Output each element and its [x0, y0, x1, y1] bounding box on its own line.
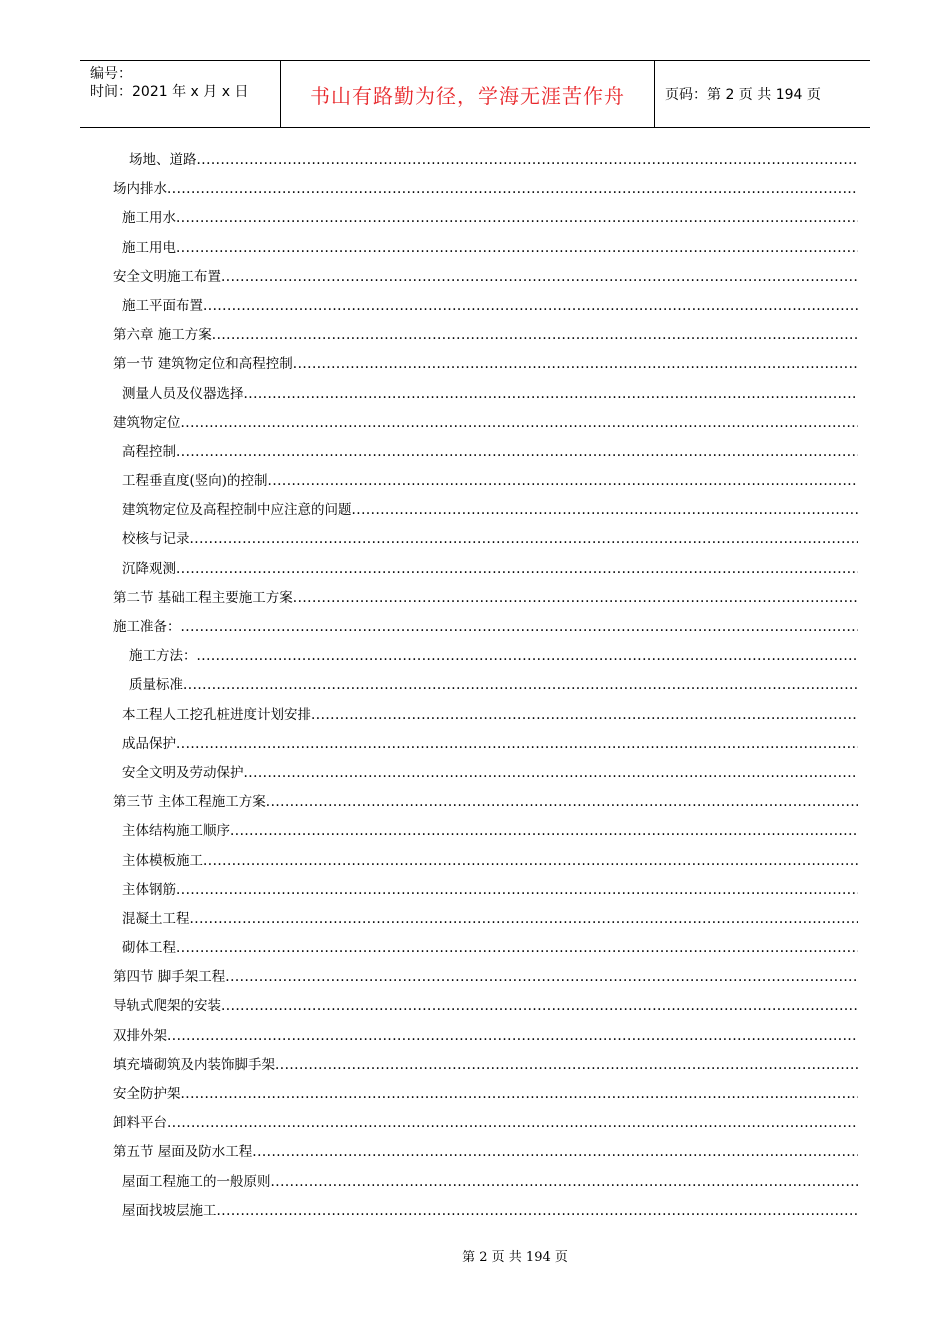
toc-dot-leader [167, 1022, 858, 1051]
header-motto-cell [281, 61, 655, 127]
toc-entry-title: 质量标准 [129, 677, 183, 694]
toc-entry-title: 屋面找坡层施工 [122, 1202, 217, 1219]
toc-entry[interactable] [113, 263, 858, 292]
toc-dot-leader [197, 146, 859, 175]
toc-entry-title: 屋面工程施工的一般原则 [122, 1173, 271, 1190]
toc-entry[interactable] [113, 204, 858, 233]
toc-entry-title: 主体钢筋 [122, 881, 176, 898]
toc-dot-leader [352, 496, 859, 525]
toc-entry[interactable] [113, 963, 858, 992]
toc-dot-leader [190, 905, 859, 934]
toc-entry[interactable] [113, 584, 858, 613]
toc-entry[interactable] [113, 701, 858, 730]
toc-dot-leader [244, 759, 859, 788]
toc-entry[interactable] [113, 292, 858, 321]
page-footer: 第 2 页 共 194 页 [462, 1250, 568, 1265]
toc-entry[interactable] [113, 1022, 858, 1051]
toc-entry[interactable] [113, 350, 858, 379]
document-number-label: 编号： [90, 66, 132, 82]
toc-entry[interactable] [113, 234, 858, 263]
toc-dot-leader [271, 1168, 859, 1197]
toc-entry[interactable] [113, 817, 858, 846]
table-of-contents [113, 146, 858, 1226]
header-page-cell [655, 61, 870, 127]
document-date: 时间：2021 年 x 月 x 日 [90, 84, 249, 100]
toc-entry-title: 校核与记录 [122, 531, 190, 548]
toc-entry[interactable] [113, 146, 858, 175]
toc-entry-title: 施工准备： [113, 619, 181, 635]
toc-dot-leader [252, 1138, 858, 1167]
toc-dot-leader [293, 584, 858, 613]
toc-dot-leader [217, 1197, 859, 1226]
toc-dot-leader [197, 642, 859, 671]
toc-dot-leader [221, 992, 858, 1021]
toc-entry-title: 场地、道路 [129, 152, 197, 168]
toc-dot-leader [203, 292, 858, 321]
toc-entry-title: 第三节 主体工程施工方案 [113, 794, 266, 811]
toc-dot-leader [190, 525, 859, 554]
toc-entry[interactable] [113, 1197, 858, 1226]
toc-entry[interactable] [113, 496, 858, 525]
toc-entry[interactable] [113, 671, 858, 700]
toc-entry[interactable] [113, 730, 858, 759]
toc-dot-leader [230, 817, 858, 846]
toc-entry-title: 本工程人工挖孔桩进度计划安排 [122, 706, 311, 723]
toc-dot-leader [176, 730, 858, 759]
toc-dot-leader [311, 701, 858, 730]
toc-entry-title: 成品保护 [122, 735, 176, 752]
toc-entry-title: 第六章 施工方案 [113, 327, 212, 344]
toc-entry-title: 场内排水 [113, 181, 167, 198]
toc-entry-title: 工程垂直度(竖向)的控制 [122, 473, 268, 490]
toc-entry-title: 施工平面布置 [122, 297, 203, 314]
toc-entry-title: 双排外架 [113, 1027, 167, 1044]
header-page-info: 页码：第 2 页 共 194 页 [665, 87, 821, 103]
toc-dot-leader [183, 671, 858, 700]
toc-entry-title: 沉降观测 [122, 560, 176, 577]
toc-entry[interactable] [113, 525, 858, 554]
toc-entry[interactable] [113, 1168, 858, 1197]
toc-entry[interactable] [113, 1051, 858, 1080]
toc-entry-title: 第一节 建筑物定位和高程控制 [113, 356, 293, 373]
toc-entry-title: 填充墙砌筑及内装饰脚手架 [113, 1056, 275, 1073]
toc-entry[interactable] [113, 1138, 858, 1167]
toc-dot-leader [212, 321, 858, 350]
toc-entry-title: 主体模板施工 [122, 852, 203, 869]
toc-entry-title: 混凝土工程 [122, 910, 190, 927]
header-motto: 书山有路勤为径，学海无涯苦作舟 [310, 83, 625, 108]
toc-entry[interactable] [113, 1080, 858, 1109]
toc-entry-title: 建筑物定位及高程控制中应注意的问题 [122, 502, 352, 519]
toc-entry[interactable] [113, 555, 858, 584]
toc-dot-leader [167, 175, 858, 204]
toc-entry[interactable] [113, 992, 858, 1021]
toc-dot-leader [176, 555, 858, 584]
toc-entry-title: 安全防护架 [113, 1086, 181, 1102]
toc-dot-leader [176, 876, 858, 905]
toc-dot-leader [167, 1109, 858, 1138]
toc-dot-leader [181, 613, 859, 642]
toc-dot-leader [268, 467, 858, 496]
toc-entry[interactable] [113, 467, 858, 496]
toc-entry-title: 施工用水 [122, 210, 176, 227]
toc-dot-leader [181, 409, 859, 438]
toc-entry[interactable] [113, 905, 858, 934]
toc-entry-title: 砌体工程 [122, 940, 176, 957]
toc-entry-title: 施工用电 [122, 239, 176, 256]
toc-entry-title: 安全文明及劳动保护 [122, 764, 244, 781]
header-meta-cell [80, 61, 281, 127]
toc-entry[interactable] [113, 788, 858, 817]
toc-dot-leader [176, 204, 858, 233]
toc-entry[interactable] [113, 642, 858, 671]
toc-entry[interactable] [113, 438, 858, 467]
toc-entry[interactable] [113, 175, 858, 204]
toc-entry[interactable] [113, 934, 858, 963]
toc-entry-title: 导轨式爬架的安装 [113, 998, 221, 1015]
toc-entry-title: 卸料平台 [113, 1115, 167, 1132]
toc-entry-title: 第四节 脚手架工程 [113, 969, 226, 986]
toc-entry[interactable] [113, 409, 858, 438]
page-header [80, 60, 870, 128]
toc-dot-leader [176, 234, 858, 263]
toc-dot-leader [221, 263, 858, 292]
toc-entry-title: 第五节 屋面及防水工程 [113, 1144, 253, 1161]
toc-dot-leader [275, 1051, 858, 1080]
toc-entry[interactable] [113, 876, 858, 905]
toc-dot-leader [293, 350, 858, 379]
toc-entry-title: 高程控制 [122, 443, 176, 460]
toc-entry-title: 主体结构施工顺序 [122, 823, 230, 840]
toc-dot-leader [266, 788, 858, 817]
toc-entry-title: 测量人员及仪器选择 [122, 385, 244, 402]
toc-entry[interactable] [113, 759, 858, 788]
toc-entry[interactable] [113, 613, 858, 642]
toc-dot-leader [244, 380, 859, 409]
toc-dot-leader [225, 963, 858, 992]
toc-entry[interactable] [113, 1109, 858, 1138]
toc-dot-leader [176, 934, 858, 963]
toc-dot-leader [176, 438, 858, 467]
toc-entry-title: 建筑物定位 [113, 414, 181, 431]
toc-dot-leader [203, 847, 858, 876]
toc-dot-leader [181, 1080, 859, 1109]
toc-entry-title: 施工方法： [129, 648, 197, 665]
toc-entry[interactable] [113, 847, 858, 876]
toc-entry-title: 第二节 基础工程主要施工方案 [113, 589, 293, 606]
toc-entry[interactable] [113, 380, 858, 409]
toc-entry-title: 安全文明施工布置 [113, 268, 221, 285]
toc-entry[interactable] [113, 321, 858, 350]
